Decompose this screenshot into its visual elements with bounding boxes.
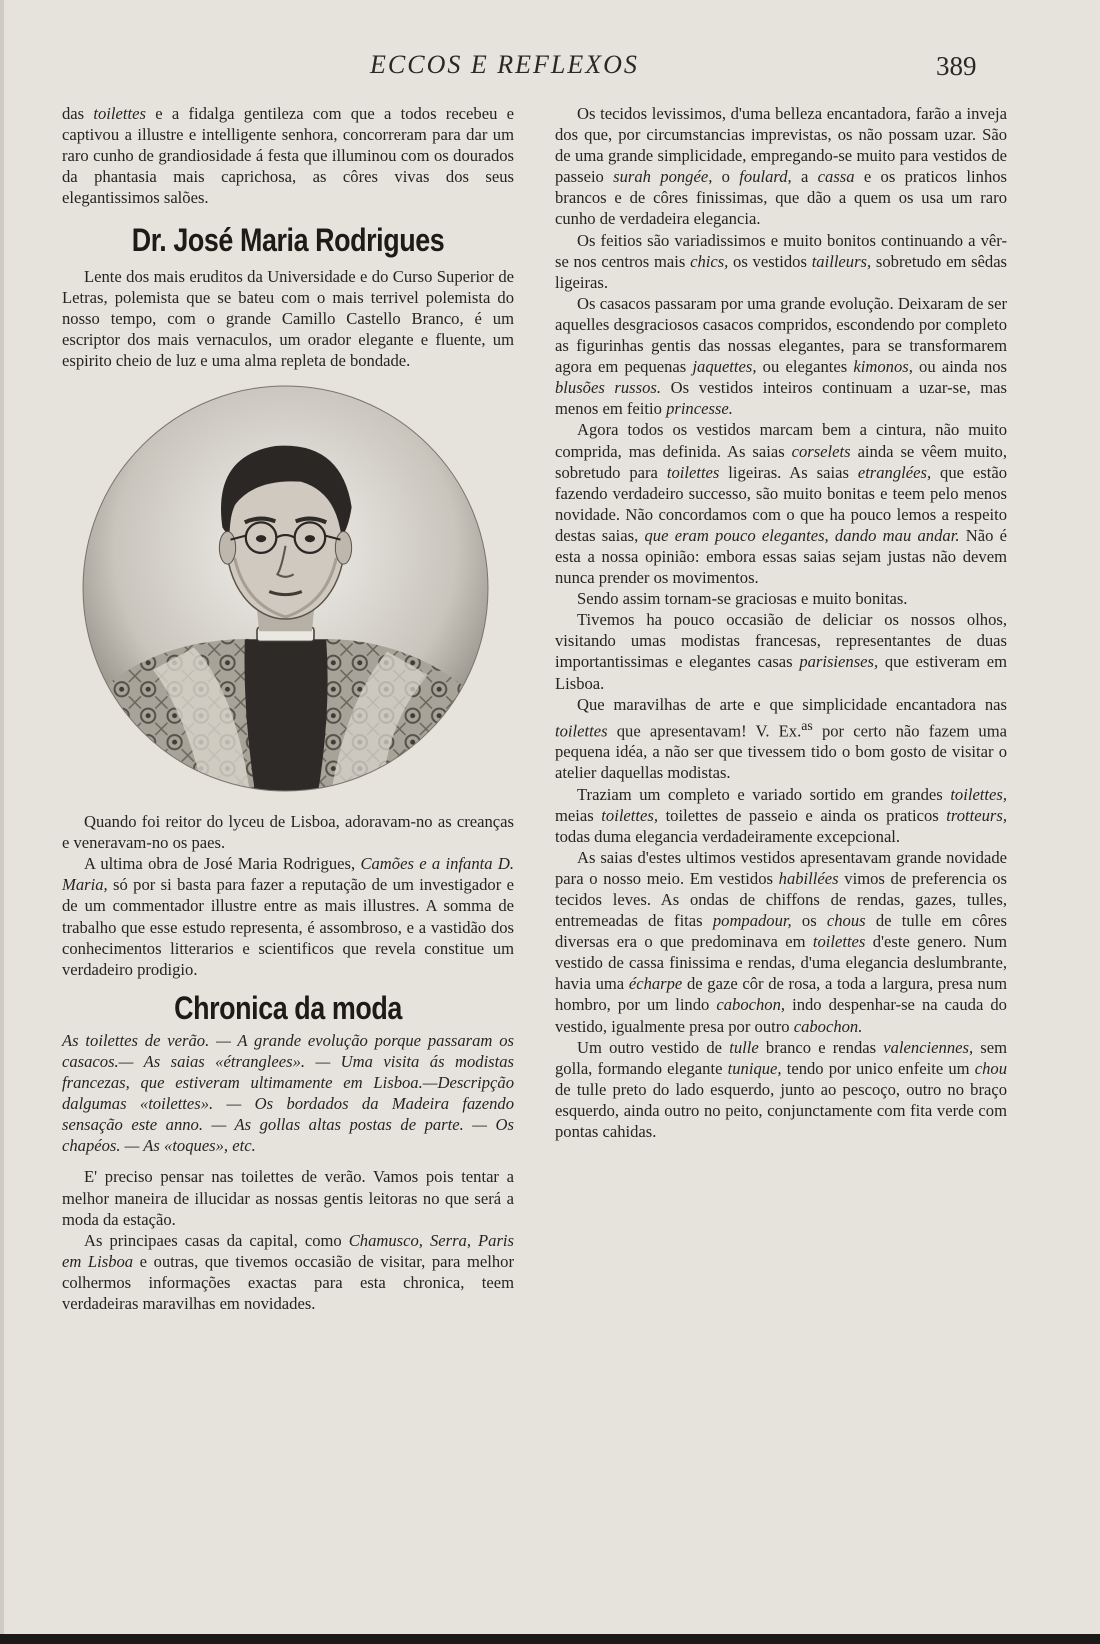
paragraph-feitios: Os feitios são variadissimos e muito bonitos continuando a vêr-se nos centros mais chics, os vestidos tailleurs, sobretudo em sêdas ligeiras. xyxy=(555,230,1008,292)
paragraph-principaes-casas: As principaes casas da capital, como Chamusco, Serra, Paris em Lisboa e outras, que tivemos occasião de visitar, para melhor colhermos informações exactas para esta chronica, teem verdadeiras maravilhas em novidades. xyxy=(62,1230,514,1313)
heading-chronica-da-moda: Chronica da moda xyxy=(174,989,402,1026)
paragraph-tecidos: Os tecidos levissimos, d'uma belleza encantadora, farão a inveja dos que, por circumstancias imprevistas, os não possam uzar. São de uma grande simplicidade, empregando-se muito para vestidos de passeio surah pongée, o foulard, a cassa e os praticos linhos brancos e de côres finissimas, que dão a quem os usa um raro cunho de verdadeira elegancia. xyxy=(555,104,1008,229)
page-bottom-border xyxy=(0,1634,1100,1644)
running-title: ECCOS E REFLEXOS xyxy=(370,50,639,79)
paragraph-preciso: E' preciso pensar nas toilettes de verão. Vamos pois tentar a melhor maneira de illucidar as nossas gentis leitoras no que será a moda da estação. xyxy=(62,1167,514,1229)
paragraph-rodrigues-bio: Lente dos mais eruditos da Universidade e do Curso Superior de Letras, polemista que se bateu com o mais terrivel polemista do nosso tempo, com o grande Camillo Castello Branco, é um escriptor dos mais vernaculos, um orador elegante e fluente, um espirito cheio de luz e uma alma repleta de bondade. xyxy=(62,266,514,370)
left-column xyxy=(62,103,514,1314)
paragraph-intro: das toilettes e a fidalga gentileza com que a todos recebeu e captivou a illustre e intelligente senhora, concorreram para dar um raro cunho de grandiosidade á festa que illuminou com os dourados da phantasia mais caprichosa, as côres vivas dos seus elegantissimos salões. xyxy=(62,104,514,208)
paragraph-outro-vestido: Um outro vestido de tulle branco e rendas valenciennes, sem golla, formando elegante tunique, tendo por unico enfeite um chou de tulle preto do lado esquerdo, junto ao pescoço, outro no braço esquerdo, ainda outro no peito, conjunctamente com fita verde com pontas cahidas. xyxy=(555,1037,1008,1142)
paragraph-saias: As saias d'estes ultimos vestidos apresentavam grande novidade para o nosso meio. Em vestidos habillées vimos de preferencia os tecidos leves. As ondas de chiffons de rendas, gazes, tulles, entremeadas de fitas pompadour, os chous de tulle em côres diversas era o que predominava em toilettes d'este genero. Num vestido de cassa finissima e rendas, d'uma elegancia deslumbrante, havia uma écharpe de gaze côr de rosa, a toda a largura, presa num hombro, por um lindo cabochon, indo despenhar-se na cauda do vestido, igualmente presa por outro cabochon. xyxy=(555,847,1007,1036)
paragraph-agora: Agora todos os vestidos marcam bem a cintura, não muito comprida, mas definida. As saias corselets ainda se vêem muito, sobretudo para toilettes ligeiras. As saias etranglées, que estão fazendo verdadeiro successo, são muito bonitas e teem pelo menos novidade. Não concordamos com o que ha pouco lemos a respeito destas saias, que eram pouco elegantes, dando mau andar. Não é esta a nossa opinião: embora essas saias sejam justas não devem nunca prender os movimentos. xyxy=(555,420,1007,588)
page-left-edge xyxy=(0,0,4,1644)
page-number: 389 xyxy=(936,51,977,81)
heading-jose-maria-rodrigues: Dr. José Maria Rodrigues xyxy=(131,222,445,259)
paragraph-ultima-obra: A ultima obra de José Maria Rodrigues, Camões e a infanta D. Maria, só por si basta para fazer a reputação de um investigador e de um commentador illustre entre as mais illustres. A somma de trabalho que esse estudo representa, é assombroso, e a vastidão dos conhecimentos litterarios e scientificos que revela constitue um verdadeiro prodigio. xyxy=(62,854,515,979)
paragraph-reitor: Quando foi reitor do lyceu de Lisboa, adoravam-no as creanças e veneravam-no os paes. xyxy=(62,812,514,853)
portrait-container xyxy=(62,371,514,811)
paragraph-casacos: Os casacos passaram por uma grande evolução. Deixaram de ser aquelles desgraciosos casacos compridos, escondendo por completo as figurinhas gentis das nossas elegantes, para se transformarem agora em pequenas jaquettes, ou elegantes kimonos, ou ainda nos blusões russos. Os vestidos inteiros continuam a uzar-se, mas menos em feitio princesse. xyxy=(555,293,1007,419)
paragraph-sendo-assim: Sendo assim tornam-se graciosas e muito bonitas. xyxy=(577,589,908,609)
chronica-summary: As toilettes de verão. — A grande evolução porque passaram os casacos.— As saias «étranglees». — Uma visita ás modistas francezas, que estiveram ultimamente em Lisboa.—Descripção dalgumas «toilettes». — Os bordados da Madeira fazendo sensação este anno. — As gollas altas postas de parte. — Os chapéos. — As «toques», etc. xyxy=(62,1030,514,1156)
right-column xyxy=(555,103,1007,1142)
paragraph-maravilhas: Que maravilhas de arte e que simplicidade encantadora nas toilettes que apresentavam! V. Ex.$^{as}$ por certo não fazem uma pequena idéa, a não ser que tivessem tido o bom gosto de visitar o atelier daquellas modistas. xyxy=(555,694,1007,783)
paragraph-tivemos: Tivemos ha pouco occasião de deliciar os nossos olhos, visitando umas modistas francesas, representantes de duas importantissimas e elegantes casas parisienses, que estiveram em Lisboa. xyxy=(555,610,1007,693)
portrait-image xyxy=(82,385,489,792)
paragraph-traziam: Traziam um completo e variado sortido em grandes toilettes, meias toilettes, toilettes de passeio e ainda os praticos trotteurs, todas duma elegancia verdadeiramente excepcional. xyxy=(555,784,1007,846)
